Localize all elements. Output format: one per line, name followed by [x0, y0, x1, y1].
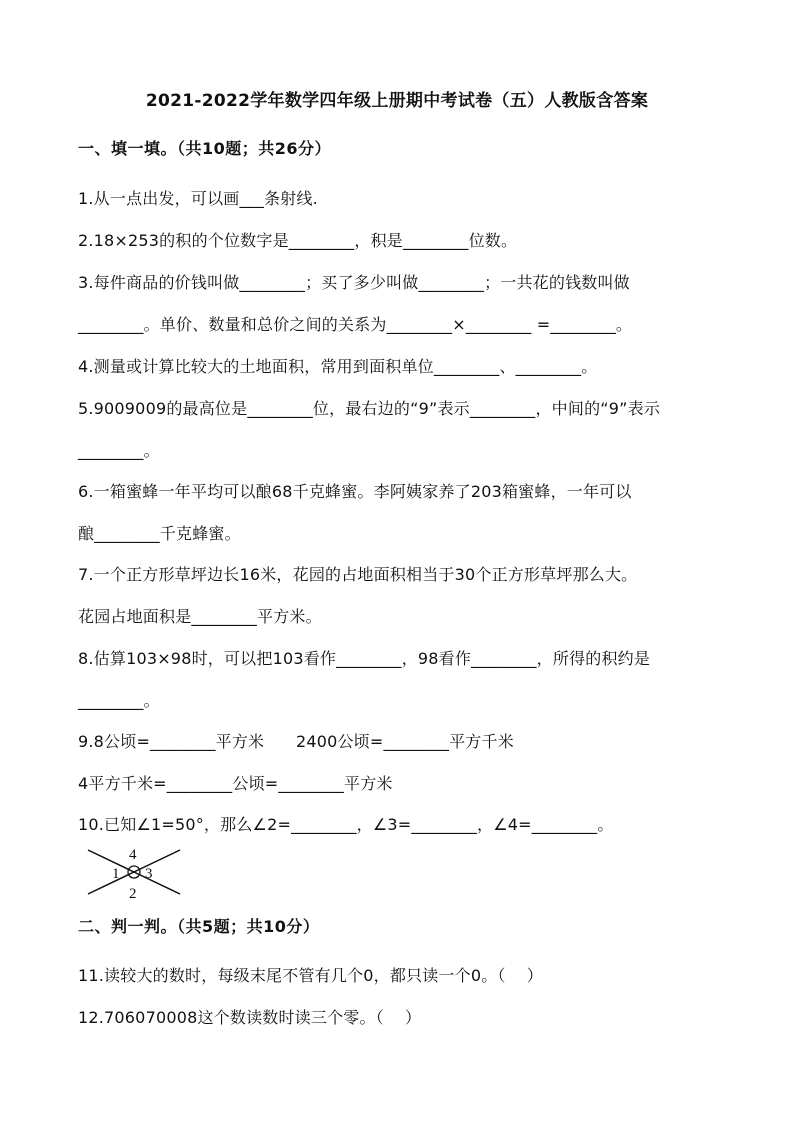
question-8-line-2: ________。 [78, 691, 160, 710]
angle-label-3: 3 [145, 866, 153, 882]
question-7-line-1: 7.一个正方形草坪边长16米，花园的占地面积相当于30个正方形草坪那么大。 [78, 565, 638, 584]
question-3-line-1: 3.每件商品的价钱叫做________；买了多少叫做________；一共花的钱数叫做 [78, 273, 630, 292]
page-title: 2021-2022学年数学四年级上册期中考试卷（五）人教版含答案 [145, 91, 649, 111]
question-1: 1.从一点出发，可以画___条射线. [78, 189, 318, 208]
angle-diagram [84, 844, 184, 900]
angle-label-4: 4 [129, 847, 137, 863]
question-12: 12.706070008这个数读数时读三个零。（ ） [78, 1008, 422, 1027]
question-7-line-2: 花园占地面积是________平方米。 [78, 607, 322, 626]
angle-label-1: 1 [112, 866, 120, 882]
question-10: 10.已知∠1=50°，那么∠2=________，∠3=________，∠4=________。 [78, 815, 614, 834]
section-heading-judge: 二、判一判。（共5题；共10分） [78, 917, 320, 936]
question-6-line-1: 6.一箱蜜蜂一年平均可以酿68千克蜂蜜。李阿姨家养了203箱蜜蜂，一年可以 [78, 482, 632, 501]
angle-label-2: 2 [129, 886, 137, 900]
section-heading-fill: 一、填一填。（共10题；共26分） [78, 139, 332, 158]
question-6-line-2: 酿________千克蜂蜜。 [78, 524, 241, 543]
question-3-line-2: ________。单价、数量和总价之间的关系为________×________ =________。 [78, 315, 633, 334]
question-9-line-1: 9.8公顷=________平方米 2400公顷=________平方千米 [78, 732, 514, 751]
question-8-line-1: 8.估算103×98时，可以把103看作________，98看作________，所得的积约是 [78, 649, 651, 668]
question-5-line-1: 5.9009009的最高位是________位，最右边的“9”表示________，中间的“9”表示 [78, 399, 661, 418]
question-9-line-2: 4平方千米=________公顷=________平方米 [78, 774, 393, 793]
question-2: 2.18×253的积的个位数字是________，积是________位数。 [78, 231, 518, 250]
question-5-line-2: ________。 [78, 441, 160, 460]
question-4: 4.测量或计算比较大的土地面积，常用到面积单位________、________。 [78, 357, 598, 376]
question-11: 11.读较大的数时，每级末尾不管有几个0，都只读一个0。（ ） [78, 966, 543, 985]
